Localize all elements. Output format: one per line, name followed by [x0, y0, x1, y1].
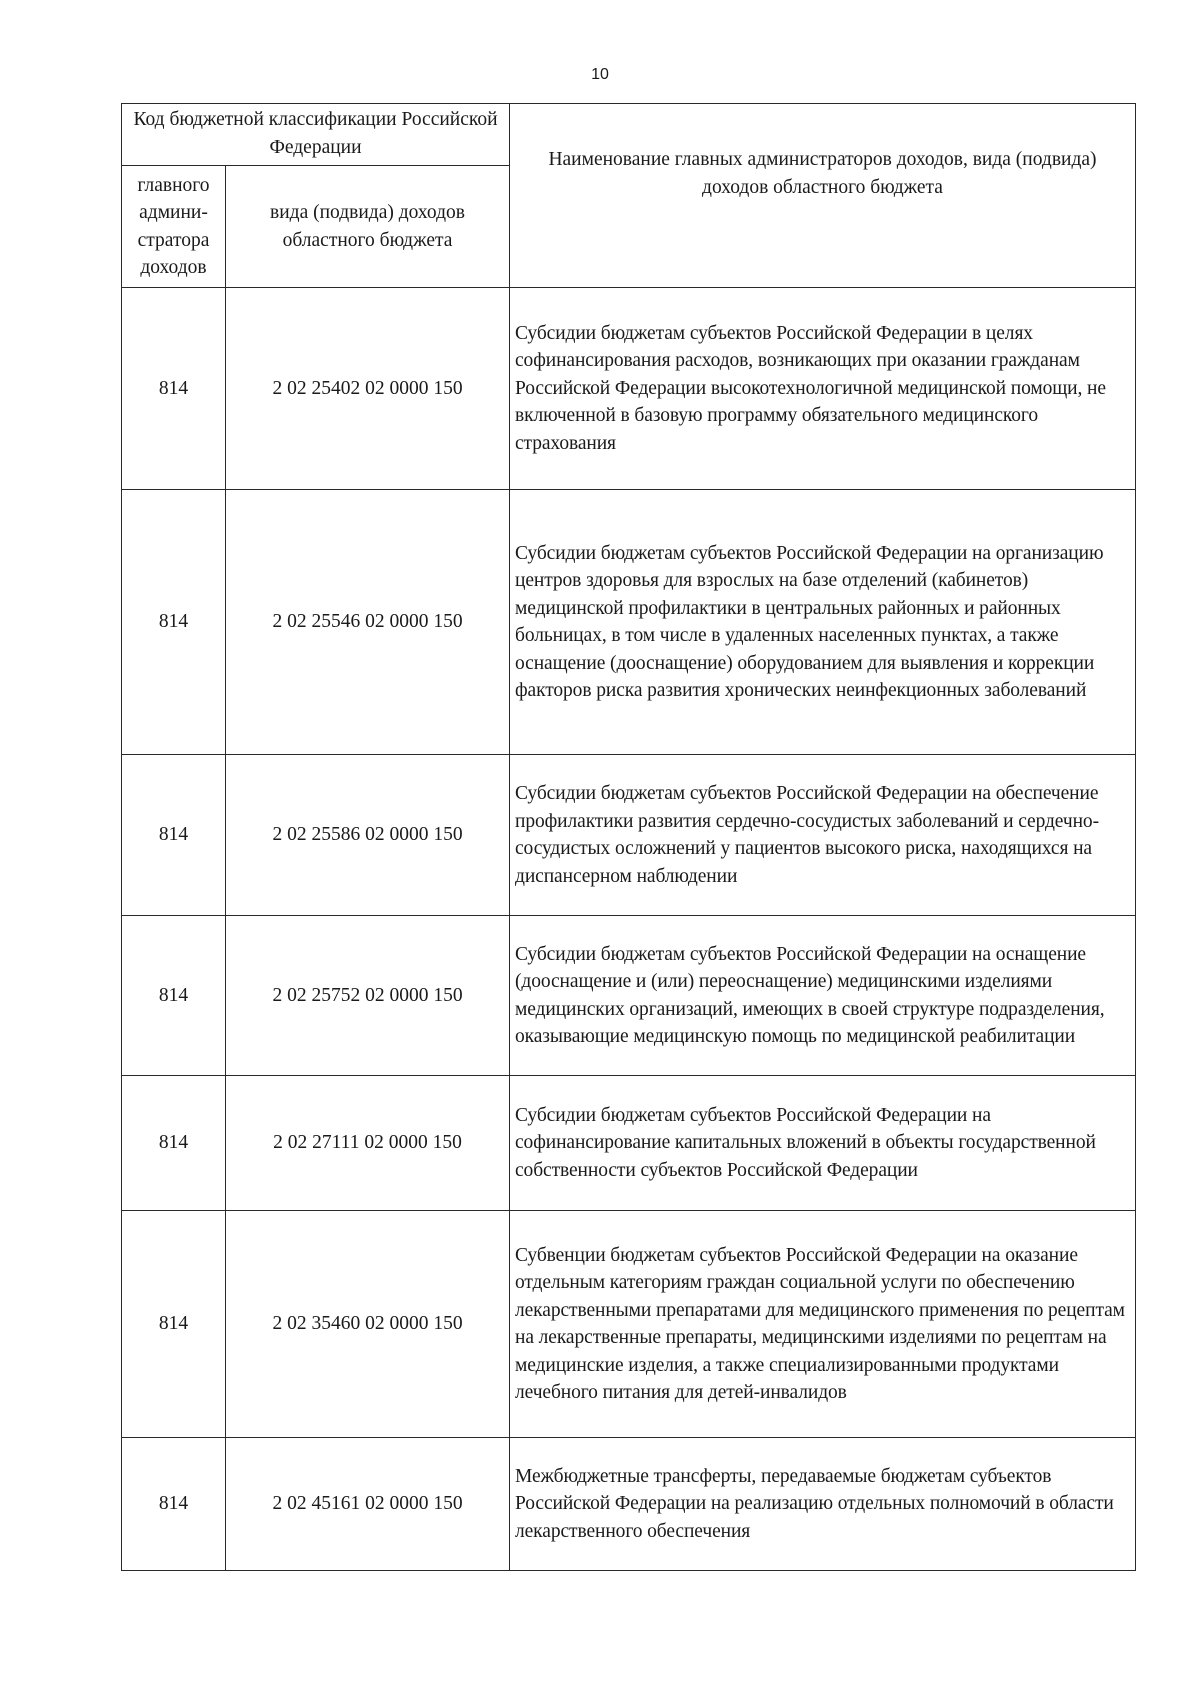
- revenue-code-cell: 2 02 27111 02 0000 150: [226, 1076, 510, 1211]
- header-row-group: [122, 104, 1136, 166]
- admin-code-cell: 814: [122, 916, 226, 1076]
- revenue-code-cell: 2 02 25402 02 0000 150: [226, 288, 510, 490]
- revenue-code-cell: 2 02 25586 02 0000 150: [226, 755, 510, 916]
- header-code-column: вида (подвида) доходов областного бюджета: [226, 166, 510, 288]
- revenue-code-cell: 2 02 45161 02 0000 150: [226, 1438, 510, 1571]
- header-classification-code: Код бюджетной классификации Российской Федерации: [122, 104, 510, 166]
- admin-code-cell: 814: [122, 1438, 226, 1571]
- header-name-column: Наименование главных администраторов доходов, вида (подвида) доходов областного бюджета: [510, 104, 1136, 288]
- revenue-code-cell: 2 02 25546 02 0000 150: [226, 490, 510, 755]
- revenue-name-cell: Субсидии бюджетам субъектов Российской Федерации в целях софинансирования расходов, возникающих при оказании гражданам Российской Федерации высокотехнологичной медицинской помощи, не включенной в базовую программу обязательного медицинского страхования: [510, 288, 1136, 490]
- admin-code-cell: 814: [122, 1211, 226, 1438]
- revenue-name-cell: Субсидии бюджетам субъектов Российской Федерации на организацию центров здоровья для взрослых на базе отделений (кабинетов) медицинской профилактики в центральных районных и районных больницах, в том числе в удаленных населенных пунктах, а также оснащение (дооснащение) оборудованием для выявления и коррекции факторов риска развития хронических неинфекционных заболеваний: [510, 490, 1136, 755]
- revenue-code-cell: 2 02 25752 02 0000 150: [226, 916, 510, 1076]
- table-row: [122, 490, 1136, 755]
- revenue-name-cell: Субсидии бюджетам субъектов Российской Федерации на обеспечение профилактики развития сердечно-сосудистых заболеваний и сердечно-сосудистых осложнений у пациентов высокого риска, находящихся на диспансерном наблюдении: [510, 755, 1136, 916]
- admin-code-cell: 814: [122, 1076, 226, 1211]
- admin-code-cell: 814: [122, 755, 226, 916]
- table-row: [122, 755, 1136, 916]
- revenue-name-cell: Субсидии бюджетам субъектов Российской Федерации на оснащение (дооснащение и (или) переоснащение) медицинскими изделиями медицинских организаций, имеющих в своей структуре подразделения, оказывающие медицинскую помощь по медицинской реабилитации: [510, 916, 1136, 1076]
- budget-classification-table: [121, 103, 1136, 1571]
- admin-code-cell: 814: [122, 288, 226, 490]
- revenue-code-cell: 2 02 35460 02 0000 150: [226, 1211, 510, 1438]
- revenue-name-cell: Межбюджетные трансферты, передаваемые бюджетам субъектов Российской Федерации на реализацию отдельных полномочий в области лекарственного обеспечения: [510, 1438, 1136, 1571]
- table-row: [122, 1211, 1136, 1438]
- page-number: 10: [591, 66, 609, 83]
- table-row: [122, 1438, 1136, 1571]
- table-row: [122, 916, 1136, 1076]
- table-row: [122, 288, 1136, 490]
- header-admin-column: главного админи-стратора доходов: [122, 166, 226, 288]
- admin-code-cell: 814: [122, 490, 226, 755]
- table-row: [122, 1076, 1136, 1211]
- revenue-name-cell: Субвенции бюджетам субъектов Российской Федерации на оказание отдельным категориям граждан социальной услуги по обеспечению лекарственными препаратами для медицинского применения по рецептам на лекарственные препараты, медицинскими изделиями по рецептам на медицинские изделия, а также специализированными продуктами лечебного питания для детей-инвалидов: [510, 1211, 1136, 1438]
- revenue-name-cell: Субсидии бюджетам субъектов Российской Федерации на софинансирование капитальных вложений в объекты государственной собственности субъектов Российской Федерации: [510, 1076, 1136, 1211]
